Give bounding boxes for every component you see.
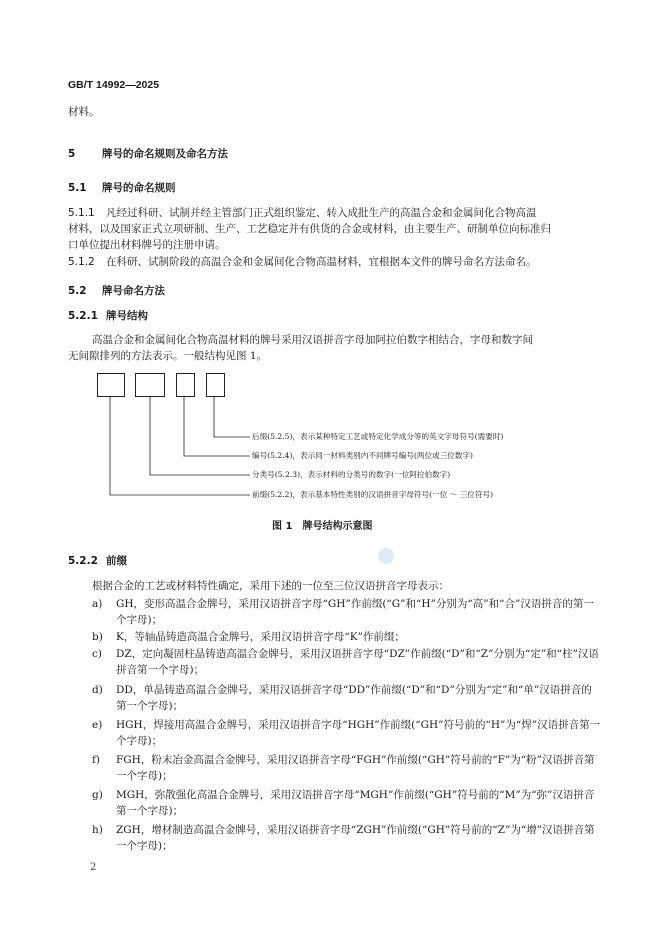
list-item-label: c)	[92, 648, 102, 660]
class-connector	[150, 396, 250, 475]
clause-5-2-2-intro: 根据合金的工艺或材料特性确定，采用下述的一位至三位汉语拼音字母表示：	[92, 580, 449, 592]
list-item-label: e)	[92, 719, 103, 731]
list-item-label: g)	[92, 789, 103, 801]
clause-number: 5.1.2	[68, 256, 95, 268]
section-number: 5.1	[68, 182, 87, 194]
list-item-text: K，等轴晶铸造高温合金牌号，采用汉语拼音字母“K”作前缀；	[116, 631, 405, 643]
section-title: 牌号命名方法	[102, 285, 165, 297]
clause-number: 5.1.1	[68, 207, 95, 219]
standard-code: GB/T 14992—2025	[68, 79, 160, 91]
figure-label-class: 分类号(5.2.3)，表示材料的分类号的数字(一位阿拉伯数字)	[252, 470, 451, 479]
section-5-2-2-heading	[68, 553, 127, 568]
list-item-text: HGH，焊接用高温合金牌号，采用汉语拼音字母“HGH”作前缀(“GH”符号前的“H”为“焊”汉语拼音第一个字母)；	[116, 719, 601, 747]
clause-5-1-1-line3: 口单位提出材料牌号的注册申请。	[68, 239, 226, 251]
watermark-stamp	[378, 548, 394, 564]
prefix-connector	[110, 396, 250, 495]
figure-label-prefix: 前缀(5.2.2)，表示基本特性类别的汉语拼音字母符号(一位 ～ 三位符号)	[252, 490, 494, 499]
section-number: 5.2.2	[68, 555, 98, 567]
intro-fragment: 材料。	[68, 106, 100, 118]
section-title: 牌号结构	[106, 310, 148, 322]
list-item-text: DD，单晶铸造高温合金牌号，采用汉语拼音字母“DD”作前缀(“D”和“D”分别为“定”和“单”汉语拼音的第一个字母)；	[116, 684, 592, 712]
clause-5-2-1-line2: 无间隙排列的方法表示。一般结构见图 1。	[68, 350, 268, 362]
list-item-text: MGH，弥散强化高温合金牌号，采用汉语拼音字母“MGH”作前缀(“GH”符号前的“M”为“弥”汉语拼音第一个字母)；	[116, 789, 595, 817]
list-item-label: a)	[92, 598, 103, 610]
section-number: 5.2.1	[68, 310, 98, 322]
list-item-label: f)	[92, 754, 100, 766]
figure-label-suffix: 后缀(5.2.5)，表示某种特定工艺或特定化学成分等的英文字母符号(需要时)	[252, 432, 504, 441]
list-item-label: h)	[92, 824, 103, 836]
section-title: 前缀	[106, 555, 127, 567]
section-title: 牌号的命名规则及命名方法	[102, 148, 228, 160]
section-number: 5	[68, 148, 76, 160]
list-item-label: d)	[92, 684, 103, 696]
figure-1-caption: 图 1 牌号结构示意图	[272, 521, 373, 532]
list-item-text: FGH，粉末冶金高温合金牌号，采用汉语拼音字母“FGH”作前缀(“GH”符号前的“F”为“粉”汉语拼音第一个字母)；	[116, 754, 595, 782]
list-item-text: ZGH，增材制造高温合金牌号，采用汉语拼音字母“ZGH”作前缀(“GH”符号前的“Z”为“增”汉语拼音第一个字母)；	[116, 824, 595, 852]
serial-connector	[184, 396, 250, 456]
list-item-text: GH，变形高温合金牌号，采用汉语拼音字母“GH”作前缀(“G”和“H”分别为“高”和“合”汉语拼音的第一个字母)；	[116, 598, 594, 626]
clause-5-2-1-line1: 高温合金和金属间化合物高温材料的牌号采用汉语拼音字母加阿拉伯数字相结合，字母和数字间	[92, 334, 533, 346]
clause-5-1-1-line2: 材料，以及国家正式立项研制、生产、工艺稳定并有供货的合金或材料，由主要生产、研制单位向标准归	[68, 223, 551, 235]
list-item-text: DZ，定向凝固柱晶铸造高温合金牌号，采用汉语拼音字母“DZ”作前缀(“D”和“Z”分别为“定”和“柱”汉语拼音第一个字母)；	[116, 648, 599, 676]
section-title: 牌号的命名规则	[102, 182, 176, 194]
suffix-connector	[214, 396, 250, 437]
clause-text: 凡经过科研、试制并经主管部门正式组织鉴定、转入成批生产的高温合金和金属间化合物高温	[106, 207, 537, 219]
clause-text: 在科研、试制阶段的高温合金和金属间化合物高温材料，宜根据本文件的牌号命名方法命名。	[106, 256, 537, 268]
list-item-label: b)	[92, 631, 103, 643]
section-number: 5.2	[68, 285, 87, 297]
page-number: 2	[90, 862, 97, 873]
figure-label-serial: 编号(5.2.4)，表示同一材料类别内不同牌号编号(两位或三位数字)	[252, 451, 474, 460]
